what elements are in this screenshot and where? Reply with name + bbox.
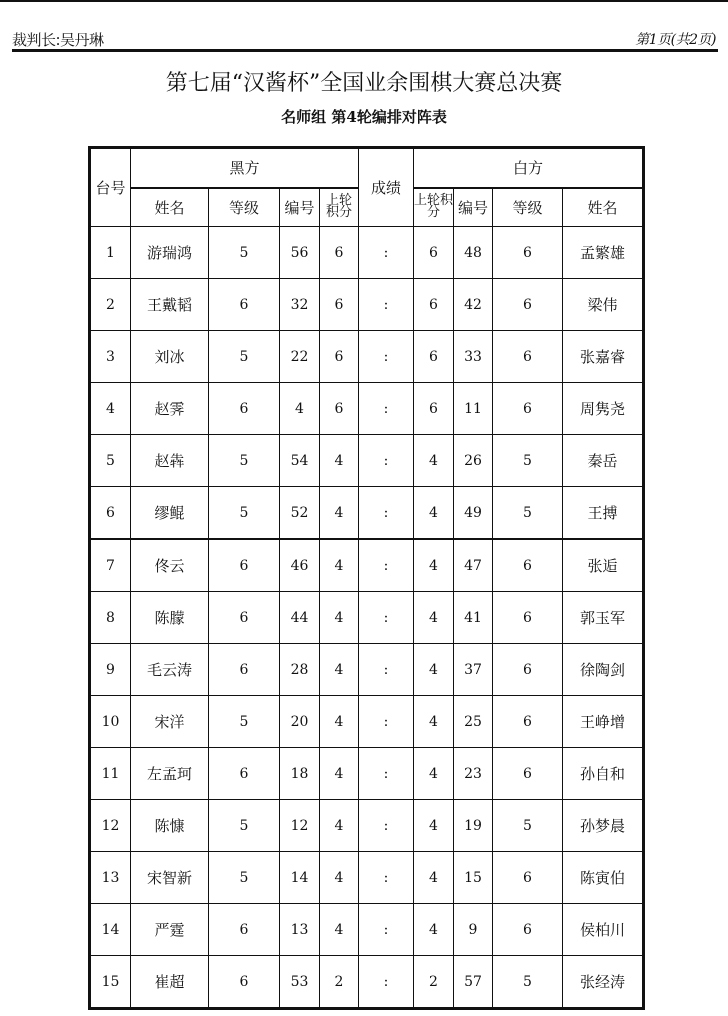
- black-id: 52: [280, 487, 320, 540]
- black-name: 佟云: [131, 539, 209, 592]
- header-black-id: 编号: [280, 188, 320, 227]
- black-id: 18: [280, 748, 320, 800]
- header-result: 成绩: [359, 148, 414, 227]
- result-cell[interactable]: :: [359, 696, 414, 748]
- black-name: 陈慷: [131, 800, 209, 852]
- result-cell[interactable]: :: [359, 956, 414, 1009]
- white-prev-score: 4: [414, 904, 454, 956]
- black-id: 22: [280, 331, 320, 383]
- table-row: [90, 696, 644, 748]
- result-cell[interactable]: :: [359, 487, 414, 540]
- black-name: 宋智新: [131, 852, 209, 904]
- black-name: 宋洋: [131, 696, 209, 748]
- white-prev-score: 4: [414, 539, 454, 592]
- black-prev-score: 4: [320, 800, 359, 852]
- table-row: [90, 644, 644, 696]
- white-name: 王峥增: [563, 696, 644, 748]
- white-grade: 6: [493, 227, 563, 279]
- white-id: 19: [454, 800, 493, 852]
- header-white-name: 姓名: [563, 188, 644, 227]
- result-cell[interactable]: :: [359, 904, 414, 956]
- black-prev-score: 2: [320, 956, 359, 1009]
- black-prev-score: 4: [320, 539, 359, 592]
- black-grade: 6: [209, 592, 280, 644]
- white-id: 15: [454, 852, 493, 904]
- black-grade: 5: [209, 435, 280, 487]
- black-grade: 5: [209, 800, 280, 852]
- black-prev-score: 4: [320, 644, 359, 696]
- black-prev-score: 6: [320, 227, 359, 279]
- black-prev-score: 4: [320, 904, 359, 956]
- white-prev-score: 4: [414, 748, 454, 800]
- black-id: 4: [280, 383, 320, 435]
- black-name: 缪鲲: [131, 487, 209, 540]
- white-prev-score: 6: [414, 279, 454, 331]
- board-number: 15: [90, 956, 131, 1009]
- header-black-name: 姓名: [131, 188, 209, 227]
- white-grade: 5: [493, 435, 563, 487]
- black-grade: 6: [209, 383, 280, 435]
- table-row: [90, 435, 644, 487]
- result-cell[interactable]: :: [359, 331, 414, 383]
- white-name: 周隽尧: [563, 383, 644, 435]
- white-prev-score: 4: [414, 435, 454, 487]
- white-name: 王搏: [563, 487, 644, 540]
- black-id: 32: [280, 279, 320, 331]
- white-name: 梁伟: [563, 279, 644, 331]
- white-name: 侯柏川: [563, 904, 644, 956]
- white-name: 张逅: [563, 539, 644, 592]
- white-name: 张经涛: [563, 956, 644, 1009]
- white-grade: 5: [493, 487, 563, 540]
- black-name: 赵犇: [131, 435, 209, 487]
- header-rule: [12, 49, 718, 52]
- header-white-prev-score: 上轮积分: [414, 188, 454, 227]
- result-cell[interactable]: :: [359, 435, 414, 487]
- black-name: 左孟珂: [131, 748, 209, 800]
- black-prev-score: 4: [320, 748, 359, 800]
- black-grade: 6: [209, 279, 280, 331]
- header-black: 黑方: [131, 148, 359, 188]
- result-cell[interactable]: :: [359, 383, 414, 435]
- black-id: 13: [280, 904, 320, 956]
- black-grade: 5: [209, 852, 280, 904]
- table-row: [90, 852, 644, 904]
- white-id: 33: [454, 331, 493, 383]
- white-id: 42: [454, 279, 493, 331]
- white-name: 徐陶剑: [563, 644, 644, 696]
- result-cell[interactable]: :: [359, 592, 414, 644]
- white-prev-score: 6: [414, 383, 454, 435]
- board-number: 11: [90, 748, 131, 800]
- board-number: 2: [90, 279, 131, 331]
- white-id: 26: [454, 435, 493, 487]
- black-id: 56: [280, 227, 320, 279]
- black-name: 崔超: [131, 956, 209, 1009]
- white-grade: 6: [493, 852, 563, 904]
- black-id: 28: [280, 644, 320, 696]
- result-cell[interactable]: :: [359, 644, 414, 696]
- black-id: 46: [280, 539, 320, 592]
- white-id: 37: [454, 644, 493, 696]
- white-grade: 6: [493, 383, 563, 435]
- black-id: 20: [280, 696, 320, 748]
- board-number: 8: [90, 592, 131, 644]
- white-id: 49: [454, 487, 493, 540]
- black-name: 游瑞鸿: [131, 227, 209, 279]
- page-top-rule: [0, 0, 728, 2]
- white-id: 11: [454, 383, 493, 435]
- white-grade: 6: [493, 279, 563, 331]
- white-name: 孟繁雄: [563, 227, 644, 279]
- header-board: 台号: [90, 148, 131, 227]
- black-grade: 6: [209, 904, 280, 956]
- white-name: 郭玉军: [563, 592, 644, 644]
- white-grade: 5: [493, 956, 563, 1009]
- page-indicator: 第1页(共2页): [635, 32, 716, 48]
- black-prev-score: 4: [320, 592, 359, 644]
- black-grade: 6: [209, 539, 280, 592]
- board-number: 7: [90, 539, 131, 592]
- white-prev-score: 6: [414, 227, 454, 279]
- header-white-grade: 等级: [493, 188, 563, 227]
- white-grade: 6: [493, 904, 563, 956]
- table-row: [90, 956, 644, 1009]
- board-number: 1: [90, 227, 131, 279]
- result-cell[interactable]: :: [359, 800, 414, 852]
- white-grade: 5: [493, 800, 563, 852]
- document-subtitle: 名师组 第4轮编排对阵表: [281, 108, 447, 126]
- black-name: 王戴韬: [131, 279, 209, 331]
- black-grade: 5: [209, 227, 280, 279]
- black-prev-score: 4: [320, 696, 359, 748]
- table-row: [90, 227, 644, 279]
- white-prev-score: 4: [414, 800, 454, 852]
- board-number: 14: [90, 904, 131, 956]
- table-row: [90, 331, 644, 383]
- white-id: 9: [454, 904, 493, 956]
- table-row: [90, 904, 644, 956]
- result-cell[interactable]: :: [359, 227, 414, 279]
- board-number: 6: [90, 487, 131, 540]
- white-id: 23: [454, 748, 493, 800]
- board-number: 4: [90, 383, 131, 435]
- white-name: 秦岳: [563, 435, 644, 487]
- white-grade: 6: [493, 696, 563, 748]
- board-number: 3: [90, 331, 131, 383]
- result-cell[interactable]: :: [359, 852, 414, 904]
- black-grade: 5: [209, 696, 280, 748]
- black-name: 严霆: [131, 904, 209, 956]
- black-prev-score: 6: [320, 331, 359, 383]
- white-prev-score: 6: [414, 331, 454, 383]
- white-prev-score: 2: [414, 956, 454, 1009]
- pairing-table: [88, 146, 645, 1010]
- white-id: 47: [454, 539, 493, 592]
- white-prev-score: 4: [414, 644, 454, 696]
- board-number: 5: [90, 435, 131, 487]
- header-black-grade: 等级: [209, 188, 280, 227]
- header-black-prev-score: 上轮积分: [320, 188, 359, 227]
- white-id: 57: [454, 956, 493, 1009]
- result-cell[interactable]: :: [359, 279, 414, 331]
- table-row: [90, 487, 644, 540]
- black-grade: 6: [209, 956, 280, 1009]
- black-grade: 5: [209, 487, 280, 540]
- white-grade: 6: [493, 592, 563, 644]
- black-id: 12: [280, 800, 320, 852]
- white-name: 孙自和: [563, 748, 644, 800]
- black-prev-score: 6: [320, 383, 359, 435]
- white-prev-score: 4: [414, 487, 454, 540]
- board-number: 9: [90, 644, 131, 696]
- white-name: 张嘉睿: [563, 331, 644, 383]
- table-row: [90, 383, 644, 435]
- black-name: 刘冰: [131, 331, 209, 383]
- table-row: [90, 800, 644, 852]
- header-white-id: 编号: [454, 188, 493, 227]
- board-number: 10: [90, 696, 131, 748]
- black-prev-score: 6: [320, 279, 359, 331]
- header-white: 白方: [414, 148, 644, 188]
- black-name: 赵霁: [131, 383, 209, 435]
- white-name: 陈寅伯: [563, 852, 644, 904]
- document-title: 第七届“汉酱杯”全国业余围棋大赛总决赛: [165, 71, 563, 96]
- table-row: [90, 279, 644, 331]
- black-grade: 5: [209, 331, 280, 383]
- table-row: [90, 748, 644, 800]
- white-prev-score: 4: [414, 592, 454, 644]
- black-name: 毛云涛: [131, 644, 209, 696]
- white-id: 41: [454, 592, 493, 644]
- white-prev-score: 4: [414, 852, 454, 904]
- black-grade: 6: [209, 644, 280, 696]
- black-prev-score: 4: [320, 435, 359, 487]
- table-row: [90, 592, 644, 644]
- chief-referee: 裁判长:吴丹琳: [12, 31, 104, 49]
- white-grade: 6: [493, 539, 563, 592]
- white-id: 48: [454, 227, 493, 279]
- black-id: 54: [280, 435, 320, 487]
- black-id: 14: [280, 852, 320, 904]
- black-id: 53: [280, 956, 320, 1009]
- black-grade: 6: [209, 748, 280, 800]
- board-number: 13: [90, 852, 131, 904]
- white-grade: 6: [493, 644, 563, 696]
- black-name: 陈朦: [131, 592, 209, 644]
- black-prev-score: 4: [320, 852, 359, 904]
- result-cell[interactable]: :: [359, 748, 414, 800]
- white-grade: 6: [493, 748, 563, 800]
- white-prev-score: 4: [414, 696, 454, 748]
- white-id: 25: [454, 696, 493, 748]
- white-grade: 6: [493, 331, 563, 383]
- board-number: 12: [90, 800, 131, 852]
- white-name: 孙梦晨: [563, 800, 644, 852]
- table-row: [90, 539, 644, 592]
- black-id: 44: [280, 592, 320, 644]
- black-prev-score: 4: [320, 487, 359, 540]
- result-cell[interactable]: :: [359, 539, 414, 592]
